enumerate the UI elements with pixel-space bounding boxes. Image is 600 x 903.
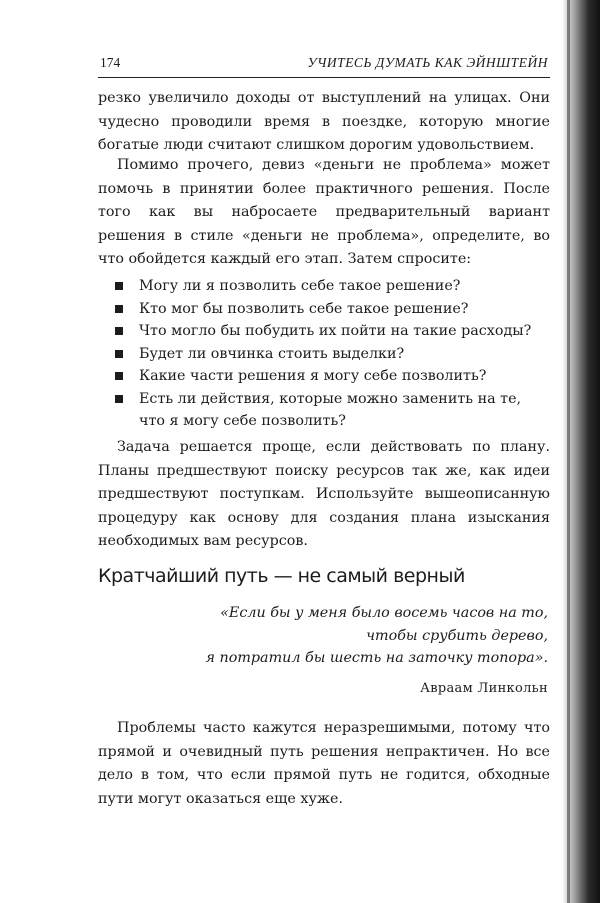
question-item: Будет ли овчинка стоить выделки? <box>115 343 547 366</box>
epigraph-line: чтобы срубить дерево, <box>366 627 548 644</box>
paragraph-1: резко увеличило доходы от выступлений на улицах. Они чудесно проводили время в поездке, которую многие богатые люди считают слишком дорогим удовольствием. <box>98 90 550 153</box>
running-header <box>98 53 550 78</box>
section-heading: Кратчайший путь — не самый верный <box>98 565 465 587</box>
epigraph-line: «Если бы у меня было восемь часов на то, <box>220 605 548 621</box>
question-item: Есть ли действия, которые можно заменить на те, что я могу себе позволить? <box>115 388 547 433</box>
question-item: Могу ли я позволить себе такое решение? <box>115 275 547 298</box>
paragraph-1-container <box>98 87 550 158</box>
paragraph-4: Проблемы часто кажутся неразрешимыми, потому что прямой и очевидный путь решения непрактичен. Но все дело в том, что если прямой путь не годится, обходные пути могут оказаться еще хуже. <box>98 720 550 807</box>
paragraph-3-container <box>98 436 550 554</box>
epigraph-line: я потратил бы шесть на заточку топора». <box>205 650 548 666</box>
question-list <box>115 275 547 433</box>
page-number: 174 <box>100 55 121 70</box>
paragraph-3: Задача решается проще, если действовать по плану. Планы предшествуют поиску ресурсов так же, как идеи предшествуют поступкам. Используйте вышеописанную процедуру как основу для создания плана изыскания необходимых вам ресурсов. <box>98 439 550 549</box>
question-item: Кто мог бы позволить себе такое решение? <box>115 298 547 321</box>
question-item: Какие части решения я могу себе позволить? <box>115 365 547 388</box>
epigraph <box>150 602 548 670</box>
paragraph-2: Помимо прочего, девиз «деньги не проблема» может помочь в принятии более практичного решения. После того как вы набросаете предварительный вариант решения в стиле «деньги не проблема», определите, во что обойдется каждый его этап. Затем спросите: <box>98 157 550 267</box>
paragraph-4-container <box>98 717 550 811</box>
paragraph-2-container <box>98 154 550 272</box>
epigraph-author: Авраам Линкольн <box>420 681 548 696</box>
running-title: УЧИТЕСЬ ДУМАТЬ КАК ЭЙНШТЕЙН <box>307 55 548 70</box>
page-edge-line <box>567 0 570 903</box>
question-item: Что могло бы побудить их пойти на такие расходы? <box>115 320 547 343</box>
